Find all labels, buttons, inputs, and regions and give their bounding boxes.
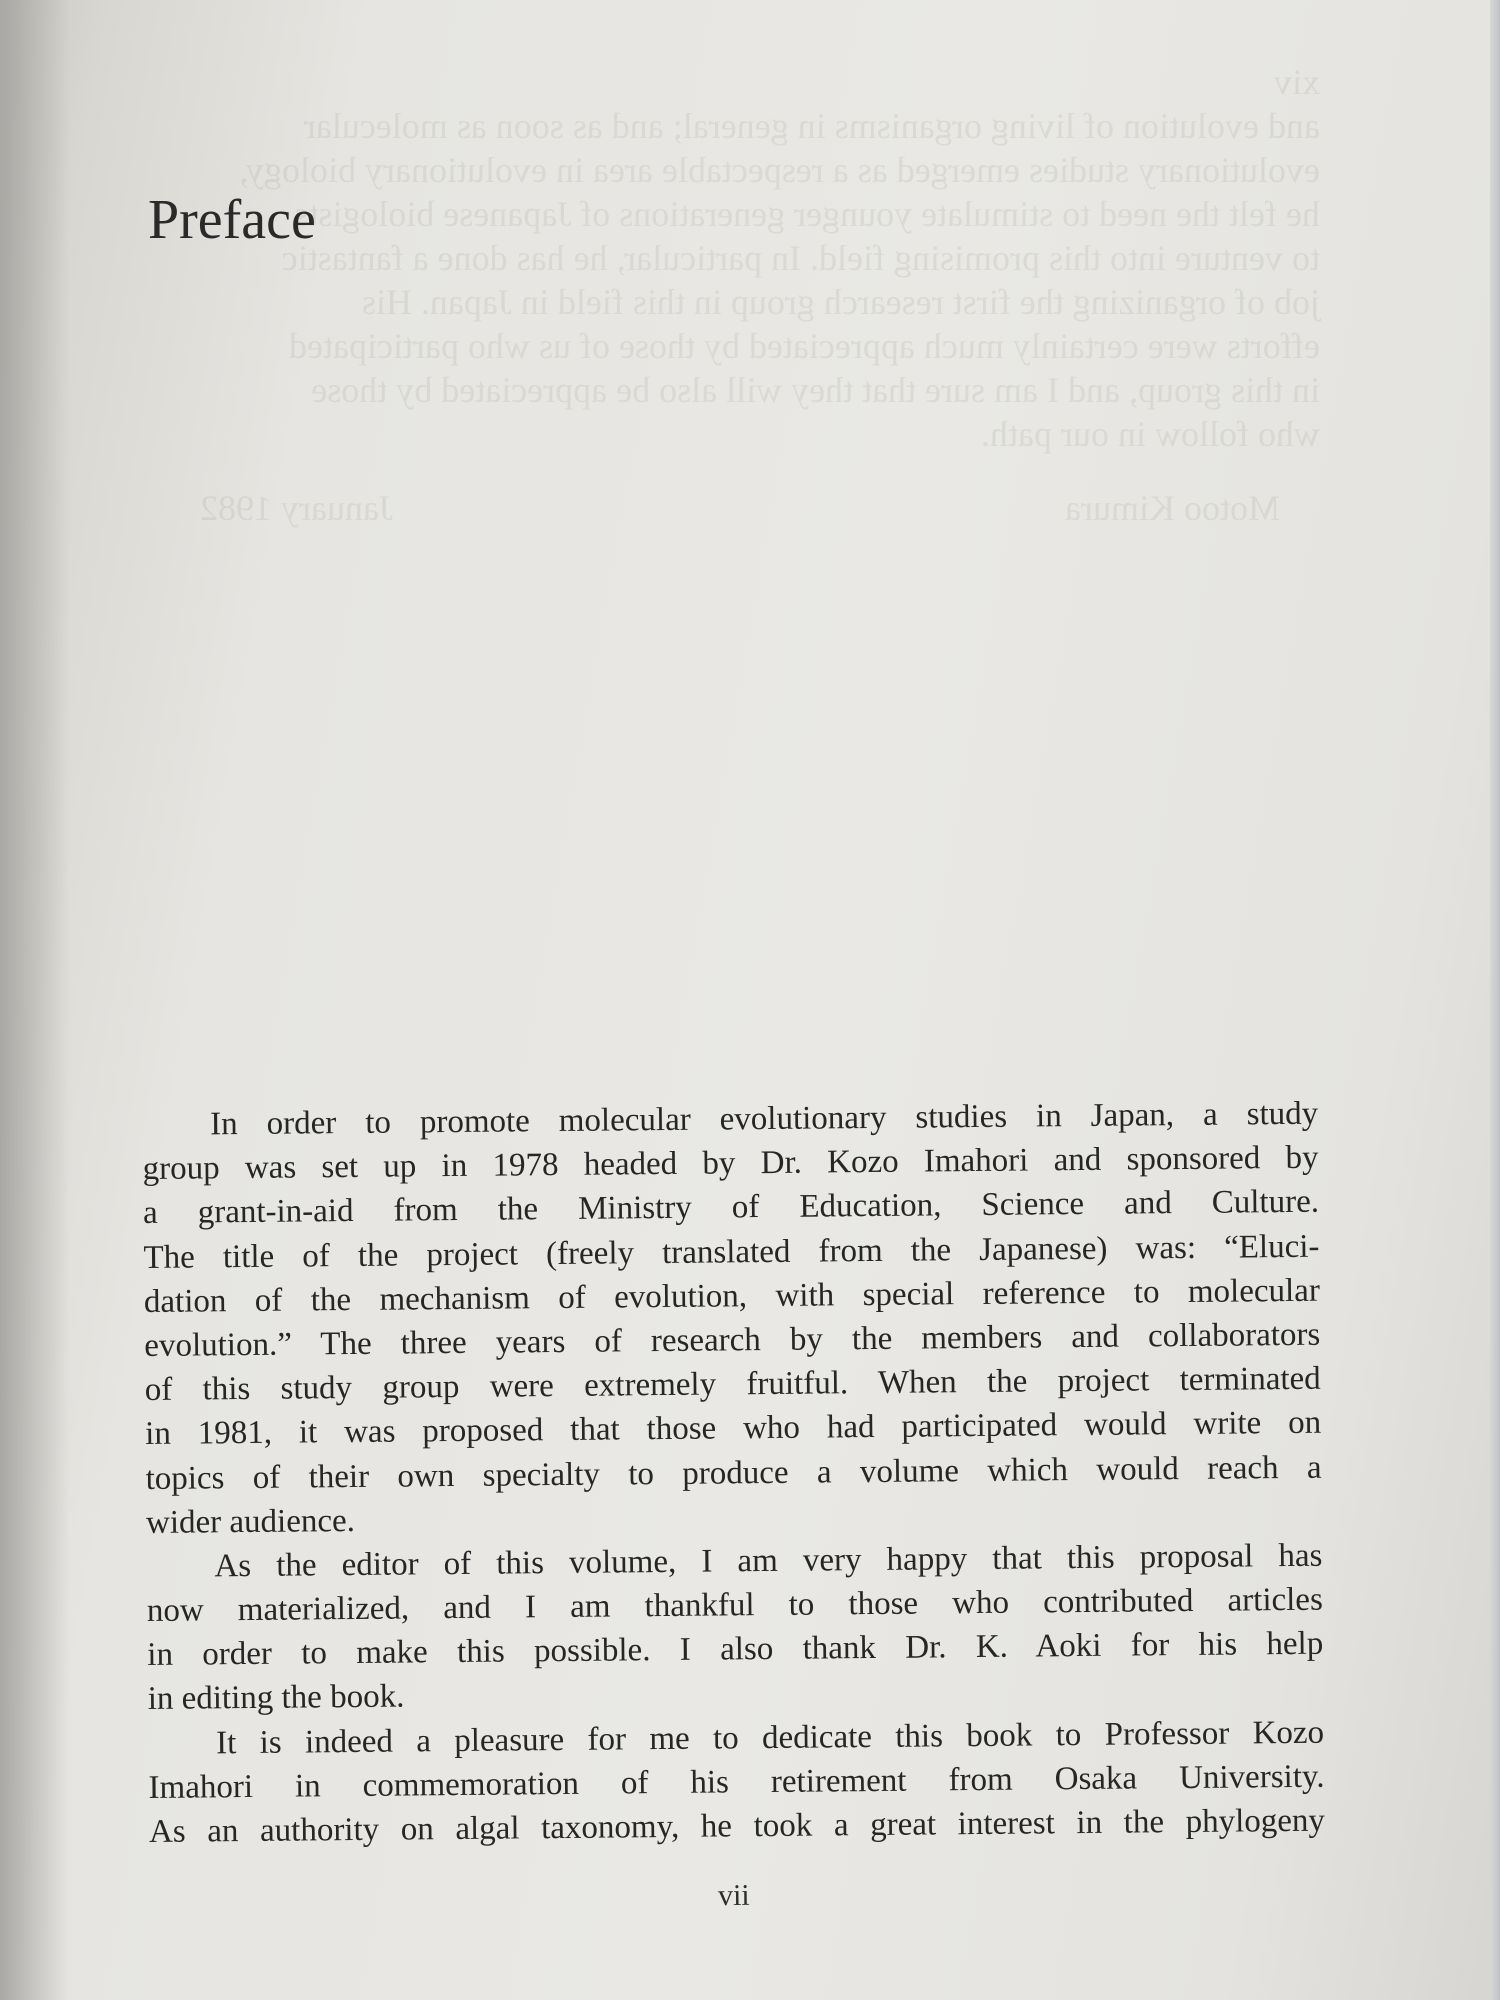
show-through-text xyxy=(140,60,1320,530)
show-through-lines xyxy=(140,104,1320,456)
text-line: As an authority on algal taxonomy, he took a great interest in the phylogeny xyxy=(148,1802,1326,1850)
show-through-line: efforts were certainly much appreciated by those of us who participated xyxy=(289,326,1320,366)
text-line: group was set up in 1978 headed by Dr. Kozo Imahori and sponsored by xyxy=(142,1139,1319,1188)
text-line: now materialized, and I am thankful to those who contributed articles xyxy=(146,1581,1323,1630)
show-through-line: job of organizing the first research group in this field in Japan. His xyxy=(361,282,1320,322)
text-line: a grant-in-aid from the Ministry of Education, Science and Culture. xyxy=(142,1184,1320,1232)
text-line: As the editor of this volume, I am very happy that this proposal has xyxy=(214,1537,1323,1585)
show-through-date: January 1982 xyxy=(200,488,393,528)
text-line: wider audience. xyxy=(145,1502,356,1541)
text-line: The title of the project (freely translated from the Japanese) was: “Eluci- xyxy=(143,1228,1320,1276)
text-line: In order to promote molecular evolutionary studies in Japan, a study xyxy=(210,1095,1319,1143)
preface-body xyxy=(142,1092,1325,1854)
show-through-line: and evolution of living organisms in general; and as soon as molecular xyxy=(303,106,1320,146)
show-through-name: Motoo Kimura xyxy=(1065,488,1280,528)
text-line: in editing the book. xyxy=(147,1678,405,1718)
text-line: Imahori in commemoration of his retirement from Osaka University. xyxy=(148,1758,1325,1806)
text-line: dation of the mechanism of evolution, with special reference to molecular xyxy=(143,1272,1321,1320)
text-line: topics of their own specialty to produce a volume which would reach a xyxy=(145,1449,1322,1497)
show-through-line: in this group, and I am sure that they will also be appreciated by those xyxy=(311,370,1320,410)
gutter-shadow xyxy=(0,0,70,2000)
show-through-page-number: xiv xyxy=(1273,62,1320,102)
text-line: in order to make this possible. I also thank Dr. K. Aoki for his help xyxy=(147,1625,1324,1674)
text-line: of this study group were extremely fruitful. When the project terminated xyxy=(144,1360,1321,1409)
text-line: It is indeed a pleasure for me to dedicate this book to Professor Kozo xyxy=(215,1714,1325,1761)
page-number: vii xyxy=(717,1878,750,1913)
page-title: Preface xyxy=(148,189,316,251)
text-line: evolution.” The three years of research by the members and collaborators xyxy=(144,1316,1321,1364)
show-through-line: to venture into this promising field. In particular, he has done a fantastic xyxy=(281,238,1320,278)
show-through-line: evolutionary studies emerged as a respectable area in evolutionary biology, xyxy=(239,150,1320,190)
show-through-line: who follow in our path. xyxy=(981,414,1320,454)
text-line: in 1981, it was proposed that those who had participated would write on xyxy=(145,1405,1322,1453)
show-through-line: he felt the need to stimulate younger generations of Japanese biologists xyxy=(294,194,1320,234)
page-edge xyxy=(1490,0,1500,2000)
